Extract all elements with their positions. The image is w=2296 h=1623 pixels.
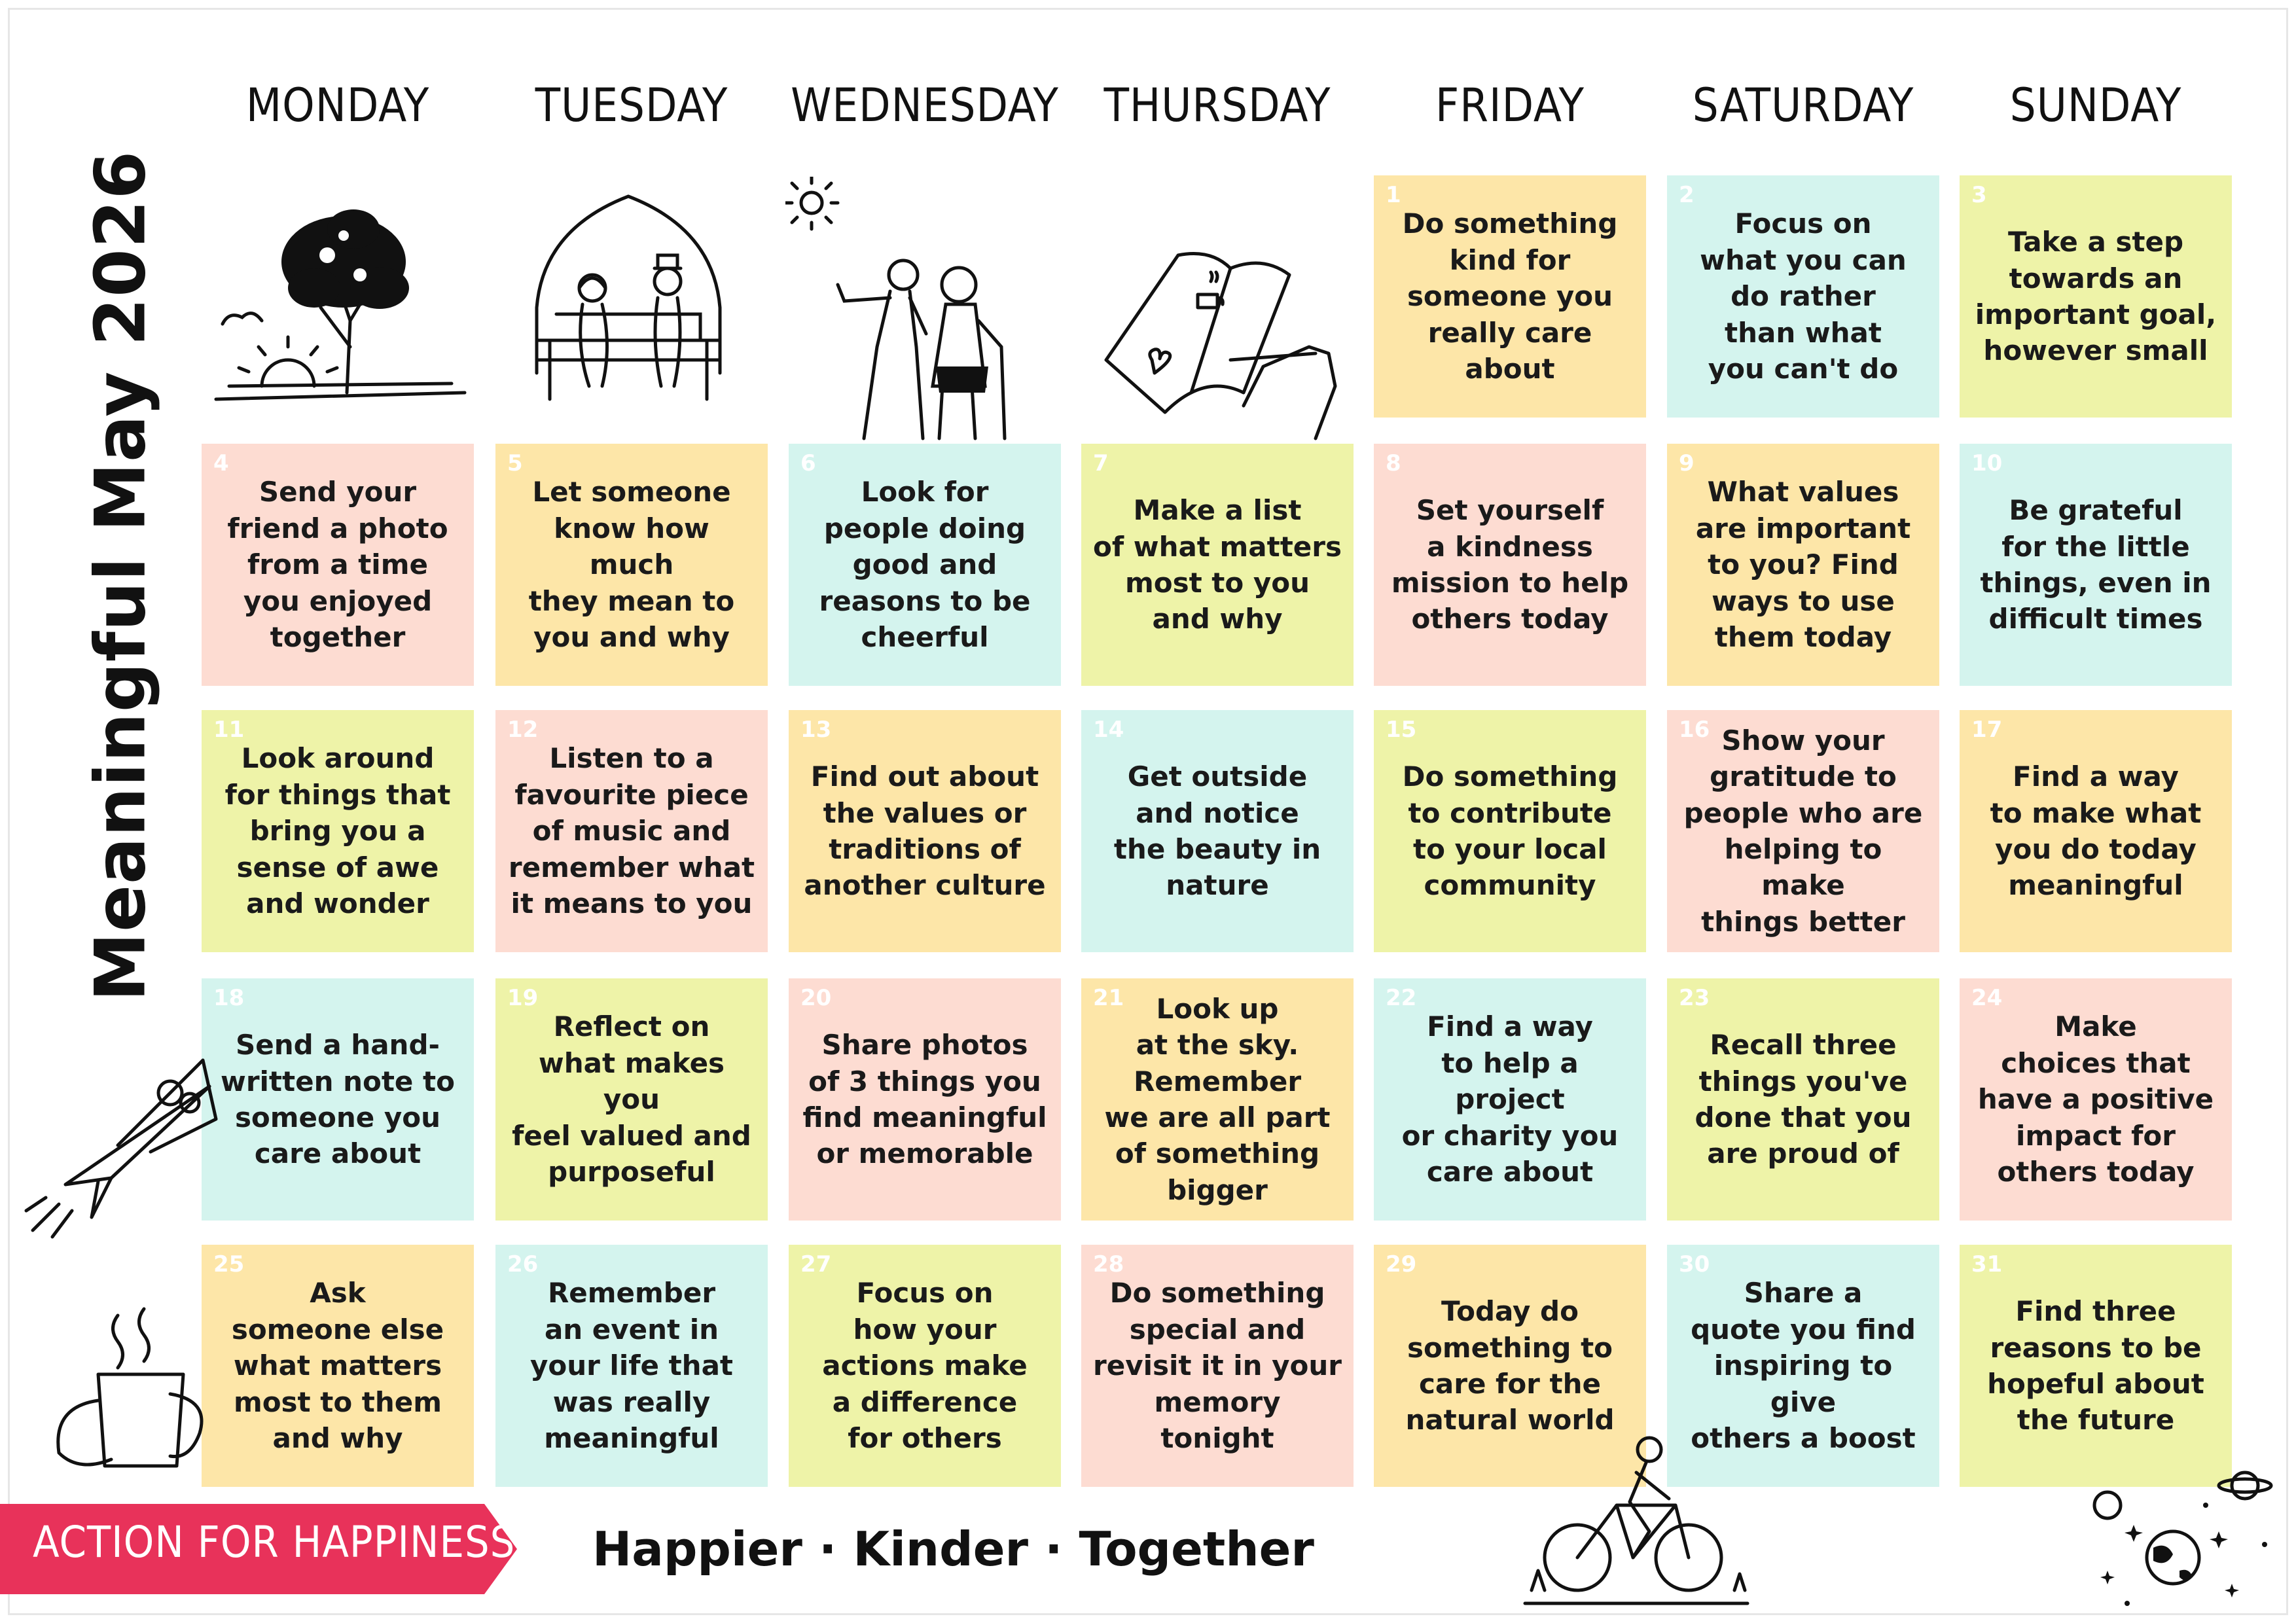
day-number: 15 — [1386, 717, 1417, 743]
day-number: 13 — [800, 717, 832, 743]
brand-name: ACTION FOR HAPPINESS — [33, 1517, 516, 1567]
day-number: 16 — [1679, 717, 1710, 743]
weekday-header-monday: MONDAY — [245, 79, 430, 132]
day-activity-text: Send your friend a photo from a time you enjoyed together — [227, 476, 448, 654]
day-number: 17 — [1971, 717, 2003, 743]
day-cell-12 — [495, 710, 768, 952]
day-cell-23 — [1667, 978, 1939, 1221]
day-activity-text: Find three reasons to be hopeful about the future — [1987, 1295, 2204, 1436]
weekday-header-wednesday: WEDNESDAY — [791, 79, 1059, 132]
day-cell-21 — [1081, 978, 1354, 1221]
day-cell-16 — [1667, 710, 1939, 952]
day-activity-text: Find a way to help a project or charity you care about — [1401, 1010, 1619, 1188]
tagline: Happier · Kinder · Together — [592, 1522, 1314, 1577]
day-number: 28 — [1093, 1251, 1124, 1277]
day-number: 7 — [1093, 450, 1109, 476]
day-number: 31 — [1971, 1251, 2003, 1277]
day-number: 18 — [213, 985, 245, 1011]
journal-drawing-illustration — [1100, 236, 1348, 445]
day-activity-text: Do something kind for someone you really care about — [1402, 207, 1618, 385]
day-activity-text: Focus on how your actions make a difference for others — [822, 1277, 1028, 1455]
paper-plane-illustration — [20, 1047, 229, 1243]
day-cell-26 — [495, 1245, 768, 1487]
day-activity-text: Reflect on what makes you feel valued and purposeful — [512, 1010, 751, 1188]
day-activity-text: Take a step towards an important goal, however small — [1975, 226, 2217, 367]
day-number: 24 — [1971, 985, 2003, 1011]
day-cell-11 — [202, 710, 474, 952]
day-activity-text: Share photos of 3 things you find meaningful or memorable — [802, 1029, 1047, 1170]
day-activity-text: Let someone know how much they mean to you and why — [528, 476, 735, 654]
day-activity-text: Send a hand- written note to someone you care about — [221, 1029, 455, 1170]
day-number: 21 — [1093, 985, 1124, 1011]
day-number: 29 — [1386, 1251, 1417, 1277]
day-activity-text: Set yourself a kindness mission to help others today — [1391, 494, 1629, 635]
day-number: 9 — [1679, 450, 1695, 476]
day-number: 19 — [507, 985, 539, 1011]
day-cell-14 — [1081, 710, 1354, 952]
day-activity-text: What values are important to you? Find ways to use them today — [1695, 476, 1911, 654]
day-cell-3 — [1960, 175, 2232, 418]
day-number: 4 — [213, 450, 229, 476]
day-cell-13 — [789, 710, 1061, 952]
weekday-header-sunday: SUNDAY — [2009, 79, 2182, 132]
day-activity-text: Find a way to make what you do today meaningful — [1990, 760, 2202, 902]
day-cell-17 — [1960, 710, 2232, 952]
page-title: Meaningful May 2026 — [80, 150, 161, 1002]
day-number: 23 — [1679, 985, 1710, 1011]
day-cell-31 — [1960, 1245, 2232, 1487]
tree-sunrise-illustration — [203, 190, 478, 406]
weekday-header-thursday: THURSDAY — [1103, 79, 1331, 132]
day-activity-text: Look up at the sky. Remember we are all part of something bigger — [1104, 992, 1331, 1206]
day-cell-7 — [1081, 444, 1354, 686]
day-cell-9 — [1667, 444, 1939, 686]
day-number: 12 — [507, 717, 539, 743]
day-number: 27 — [800, 1251, 832, 1277]
day-number: 3 — [1971, 182, 1987, 208]
day-cell-24 — [1960, 978, 2232, 1221]
day-activity-text: Ask someone else what matters most to them and why — [231, 1277, 444, 1455]
day-number: 1 — [1386, 182, 1401, 208]
day-activity-text: Remember an event in your life that was really meaningful — [529, 1277, 734, 1455]
day-cell-2 — [1667, 175, 1939, 418]
day-cell-20 — [789, 978, 1061, 1221]
day-cell-19 — [495, 978, 768, 1221]
day-cell-4 — [202, 444, 474, 686]
day-activity-text: Today do something to care for the natural world — [1405, 1295, 1615, 1436]
day-activity-text: Do something to contribute to your local community — [1402, 760, 1618, 902]
weekday-header-saturday: SATURDAY — [1692, 79, 1914, 132]
weekday-header-friday: FRIDAY — [1435, 79, 1585, 132]
day-activity-text: Show your gratitude to people who are helping to make things better — [1683, 724, 1923, 938]
cyclist-illustration — [1518, 1427, 1754, 1610]
day-cell-28 — [1081, 1245, 1354, 1487]
day-number: 25 — [213, 1251, 245, 1277]
day-activity-text: Share a quote you find inspiring to give others a boost — [1691, 1277, 1916, 1455]
day-number: 8 — [1386, 450, 1401, 476]
day-number: 5 — [507, 450, 523, 476]
day-number: 6 — [800, 450, 816, 476]
day-activity-text: Make a list of what matters most to you and why — [1093, 494, 1342, 635]
day-cell-25 — [202, 1245, 474, 1487]
day-activity-text: Do something special and revisit it in your memory tonight — [1093, 1277, 1342, 1455]
day-number: 2 — [1679, 182, 1695, 208]
day-cell-27 — [789, 1245, 1061, 1487]
day-number: 14 — [1093, 717, 1124, 743]
day-activity-text: Be grateful for the little things, even in difficult times — [1980, 494, 2212, 635]
day-activity-text: Get outside and notice the beauty in nature — [1113, 760, 1321, 902]
day-number: 20 — [800, 985, 832, 1011]
day-number: 11 — [213, 717, 245, 743]
day-cell-5 — [495, 444, 768, 686]
couple-bench-illustration — [517, 190, 740, 412]
day-cell-10 — [1960, 444, 2232, 686]
day-cell-15 — [1374, 710, 1646, 952]
day-activity-text: Recall three things you've done that you are proud of — [1695, 1029, 1912, 1170]
day-number: 30 — [1679, 1251, 1710, 1277]
day-activity-text: Listen to a favourite piece of music and remember what it means to you — [508, 742, 755, 920]
day-number: 26 — [507, 1251, 539, 1277]
planets-illustration — [2088, 1459, 2284, 1616]
day-activity-text: Make choices that have a positive impact for others today — [1977, 1010, 2214, 1188]
day-activity-text: Focus on what you can do rather than what you can't do — [1700, 207, 1907, 385]
weekday-header-tuesday: TUESDAY — [535, 79, 728, 132]
day-number: 22 — [1386, 985, 1417, 1011]
mug-hand-illustration — [39, 1302, 216, 1472]
day-cell-22 — [1374, 978, 1646, 1221]
day-cell-6 — [789, 444, 1061, 686]
day-activity-text: Look around for things that bring you a sense of awe and wonder — [224, 742, 451, 920]
day-activity-text: Find out about the values or traditions of another culture — [804, 760, 1046, 902]
day-activity-text: Look for people doing good and reasons to be cheerful — [819, 476, 1031, 654]
friends-walking-illustration — [785, 177, 1054, 452]
day-cell-1 — [1374, 175, 1646, 418]
day-cell-18 — [202, 978, 474, 1221]
day-cell-8 — [1374, 444, 1646, 686]
day-number: 10 — [1971, 450, 2003, 476]
